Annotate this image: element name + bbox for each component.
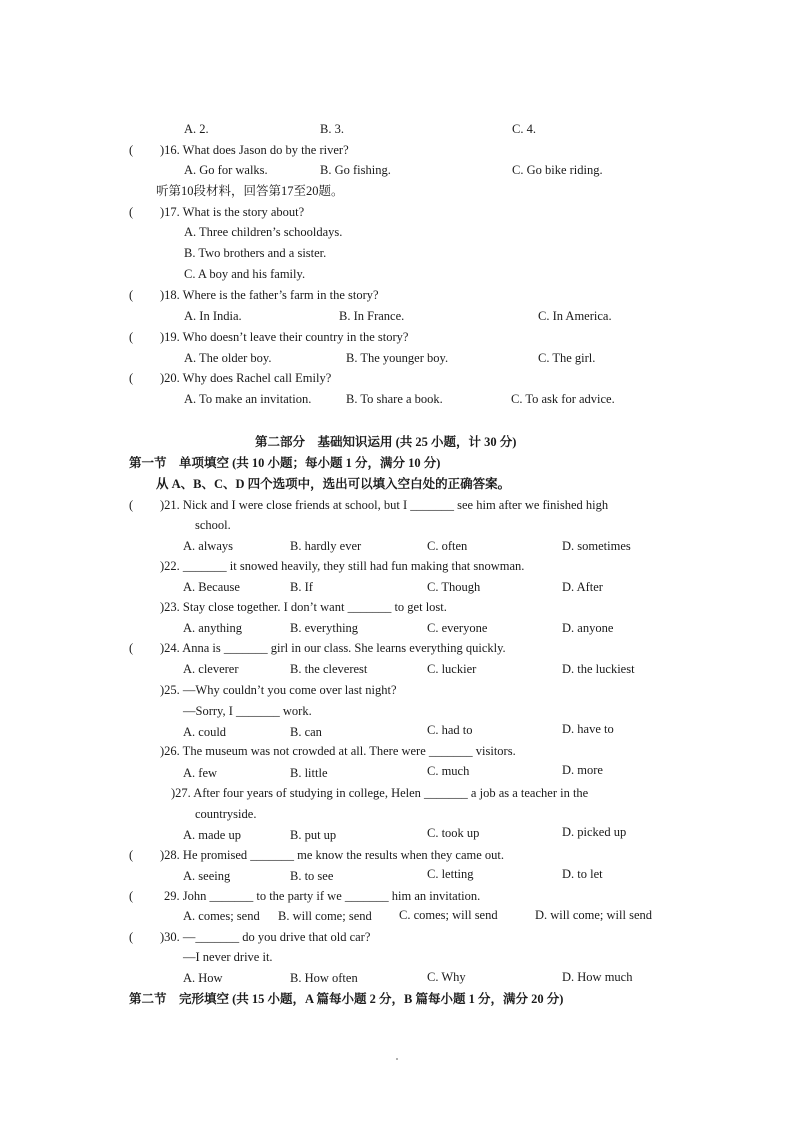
q18-option-a: A. In India.: [184, 309, 242, 323]
q25-option-b: B. can: [290, 725, 322, 739]
q26-option-c: C. much: [427, 764, 470, 778]
q24-option-d: D. the luckiest: [562, 662, 635, 676]
listening-instruction: 听第10段材料，回答第17至20题。: [156, 184, 344, 198]
q21-stem-cont: school.: [195, 518, 231, 532]
q25-stem: )25. —Why couldn’t you come over last night?: [160, 683, 397, 697]
scan-speck: [396, 1058, 398, 1060]
q24-option-b: B. the cleverest: [290, 662, 368, 676]
q17-option-c: C. A boy and his family.: [184, 267, 306, 281]
q20-stem: )20. Why does Rachel call Emily?: [160, 371, 332, 385]
q28-option-d: D. to let: [562, 867, 603, 881]
q28-stem: )28. He promised _______ me know the results when they came out.: [160, 848, 505, 862]
q15-option-a: A. 2.: [184, 122, 209, 136]
q28-option-c: C. letting: [427, 867, 474, 881]
q29-option-a: A. comes; send: [183, 909, 260, 923]
q30-option-a: A. How: [183, 971, 223, 985]
part-two-heading: 第二部分 基础知识运用 (共 25 小题，计 30 分): [255, 435, 517, 449]
q23-option-a: A. anything: [183, 621, 243, 635]
q23-option-b: B. everything: [290, 621, 359, 635]
answer-paren: (: [129, 930, 134, 944]
q21-option-b: B. hardly ever: [290, 539, 362, 553]
q23-option-c: C. everyone: [427, 621, 488, 635]
q22-option-a: A. Because: [183, 580, 240, 594]
q15-option-b: B. 3.: [320, 122, 344, 136]
q27-stem: )27. After four years of studying in college, Helen _______ a job as a teacher in the: [171, 786, 589, 800]
q30-reply: —I never drive it.: [183, 950, 273, 964]
q25-reply: —Sorry, I _______ work.: [183, 704, 312, 718]
q24-stem: )24. Anna is _______ girl in our class. She learns everything quickly.: [160, 641, 506, 655]
q16-option-c: C. Go bike riding.: [512, 163, 603, 177]
q17-stem: )17. What is the story about?: [160, 205, 305, 219]
q28-option-b: B. to see: [290, 869, 334, 883]
answer-paren: (: [129, 498, 134, 512]
q26-option-a: A. few: [183, 766, 218, 780]
q21-option-d: D. sometimes: [562, 539, 631, 553]
q27-stem-cont: countryside.: [195, 807, 257, 821]
section-one-heading: 第一节 单项填空 (共 10 小题；每小题 1 分，满分 10 分): [129, 456, 441, 470]
answer-paren: (: [129, 641, 134, 655]
q30-stem: )30. —_______ do you drive that old car?: [160, 930, 371, 944]
q22-option-d: D. After: [562, 580, 603, 594]
q27-option-d: D. picked up: [562, 825, 627, 839]
answer-paren: (: [129, 889, 134, 903]
q21-option-c: C. often: [427, 539, 468, 553]
q26-option-d: D. more: [562, 763, 603, 777]
q25-option-a: A. could: [183, 725, 227, 739]
q16-stem: )16. What does Jason do by the river?: [160, 143, 349, 157]
answer-paren: (: [129, 288, 134, 302]
q15-option-c: C. 4.: [512, 122, 536, 136]
q25-option-c: C. had to: [427, 723, 473, 737]
q21-stem: )21. Nick and I were close friends at school, but I _______ see him after we finished high: [160, 498, 609, 512]
q20-option-a: A. To make an invitation.: [184, 392, 312, 406]
q19-stem: )19. Who doesn’t leave their country in the story?: [160, 330, 409, 344]
q18-stem: )18. Where is the father’s farm in the story?: [160, 288, 379, 302]
q18-option-c: C. In America.: [538, 309, 612, 323]
q22-option-b: B. If: [290, 580, 313, 594]
q22-option-c: C. Though: [427, 580, 481, 594]
q25-option-d: D. have to: [562, 722, 614, 736]
q27-option-a: A. made up: [183, 828, 241, 842]
q17-option-a: A. Three children’s schooldays.: [184, 225, 343, 239]
answer-paren: (: [129, 330, 134, 344]
q26-stem: )26. The museum was not crowded at all. There were _______ visitors.: [160, 744, 516, 758]
answer-paren: (: [129, 205, 134, 219]
section-one-instruction: 从 A、B、C、D 四个选项中，选出可以填入空白处的正确答案。: [156, 477, 511, 491]
q23-stem: )23. Stay close together. I don’t want _______ to get lost.: [160, 600, 447, 614]
q28-option-a: A. seeing: [183, 869, 231, 883]
q27-option-c: C. took up: [427, 826, 480, 840]
answer-paren: (: [129, 371, 134, 385]
q30-option-b: B. How often: [290, 971, 358, 985]
q17-option-b: B. Two brothers and a sister.: [184, 246, 327, 260]
q24-option-c: C. luckier: [427, 662, 477, 676]
q24-option-a: A. cleverer: [183, 662, 239, 676]
q18-option-b: B. In France.: [339, 309, 405, 323]
q26-option-b: B. little: [290, 766, 328, 780]
q20-option-c: C. To ask for advice.: [511, 392, 615, 406]
q22-stem: )22. _______ it snowed heavily, they still had fun making that snowman.: [160, 559, 525, 573]
q20-option-b: B. To share a book.: [346, 392, 443, 406]
q27-option-b: B. put up: [290, 828, 337, 842]
q16-option-b: B. Go fishing.: [320, 163, 391, 177]
q23-option-d: D. anyone: [562, 621, 614, 635]
answer-paren: (: [129, 143, 134, 157]
q19-option-b: B. The younger boy.: [346, 351, 449, 365]
q21-option-a: A. always: [183, 539, 233, 553]
q29-option-c: C. comes; will send: [399, 908, 498, 922]
q29-option-b: B. will come; send: [278, 909, 372, 923]
q19-option-c: C. The girl.: [538, 351, 596, 365]
answer-paren: (: [129, 848, 134, 862]
section-two-heading: 第二节 完形填空 (共 15 小题，A 篇每小题 2 分，B 篇每小题 1 分，满分 20 分): [129, 992, 564, 1006]
q29-option-d: D. will come; will send: [535, 908, 652, 922]
q19-option-a: A. The older boy.: [184, 351, 272, 365]
q30-option-c: C. Why: [427, 970, 466, 984]
q29-stem: 29. John _______ to the party if we _______ him an invitation.: [164, 889, 481, 903]
q30-option-d: D. How much: [562, 970, 633, 984]
q16-option-a: A. Go for walks.: [184, 163, 268, 177]
